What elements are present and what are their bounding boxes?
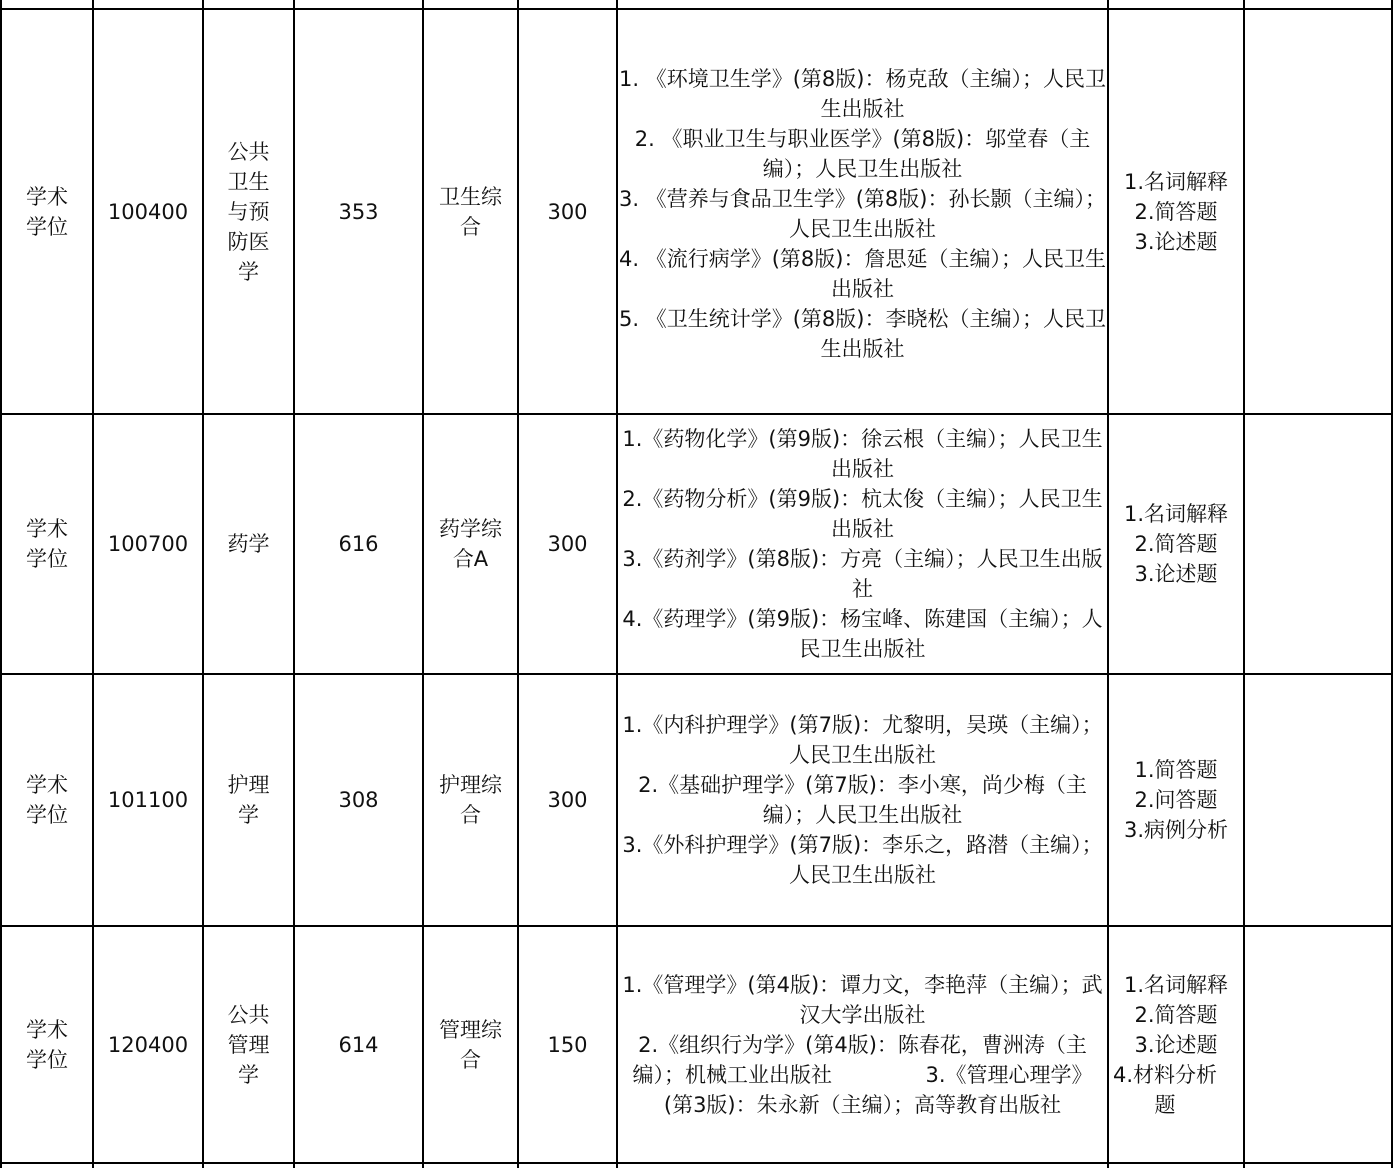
table-cell — [203, 1163, 294, 1168]
table-cell — [294, 1163, 423, 1168]
major-name: 公共卫生与预防医学 — [227, 139, 270, 284]
table-cell — [203, 0, 294, 9]
reference-books-cell — [617, 9, 1108, 414]
question-type: 1.名词解释 — [1123, 972, 1229, 997]
reference-book: 1.《药物化学》(第9版)：徐云根（主编）；人民卫生出版社 — [622, 427, 1103, 481]
table-cell — [423, 1163, 518, 1168]
reference-books-cell — [617, 674, 1108, 926]
table-cell — [617, 0, 1108, 9]
reference-book: 2.《基础护理学》(第7版)：李小寒，尚少梅（主编）；人民卫生出版社 — [638, 773, 1087, 827]
reference-book: 1.《管理学》(第4版)：谭力文，李艳萍（主编）；武汉大学出版社 — [622, 972, 1103, 1027]
question-types-cell — [1108, 674, 1244, 926]
table-cell — [423, 0, 518, 9]
reference-book: 3.《药剂学》(第8版)：方亮（主编）；人民卫生出版社 — [622, 547, 1103, 601]
question-types-cell — [1108, 9, 1244, 414]
table-row — [1, 674, 1392, 926]
table-row — [1, 414, 1392, 674]
remarks-cell — [1244, 414, 1392, 674]
table-cell — [1108, 0, 1244, 9]
table-cell — [294, 0, 423, 9]
degree-type: 学术学位 — [26, 184, 68, 239]
table-cell — [617, 1163, 1108, 1168]
major-name: 公共管理学 — [227, 1002, 270, 1087]
table-cell — [1244, 1163, 1392, 1168]
question-type: 2.简答题 — [1134, 1002, 1218, 1027]
question-type: 4.材料分析题 — [1112, 1062, 1218, 1117]
exam-code: 614 — [338, 1032, 379, 1057]
table-cell — [93, 1163, 203, 1168]
subject-code: 120400 — [107, 1032, 189, 1057]
major-name-cell — [203, 9, 294, 414]
table-cell — [1244, 0, 1392, 9]
exam-name-cell — [423, 926, 518, 1163]
reference-books-cell — [617, 926, 1108, 1163]
question-type: 1.名词解释 — [1123, 169, 1229, 194]
major-name-cell — [203, 674, 294, 926]
exam-code: 308 — [338, 788, 379, 812]
question-type: 2.简答题 — [1134, 532, 1218, 556]
degree-type-cell — [1, 926, 93, 1163]
table-row — [1, 9, 1392, 414]
exam-code: 353 — [338, 199, 379, 224]
table-row-next — [1, 1163, 1392, 1168]
reference-book: 4. 《流行病学》(第8版)：詹思延（主编）；人民卫生出版社 — [619, 246, 1106, 301]
remarks-cell — [1244, 9, 1392, 414]
table-cell — [1, 1163, 93, 1168]
full-score-cell — [518, 9, 617, 414]
subject-code: 100400 — [107, 199, 189, 224]
reference-book: 1. 《环境卫生学》(第8版)：杨克敌（主编）；人民卫生出版社 — [619, 66, 1106, 121]
degree-type: 学术学位 — [26, 773, 68, 827]
major-name-cell — [203, 926, 294, 1163]
degree-type: 学术学位 — [26, 517, 68, 571]
reference-book: 2.《组织行为学》(第4版)：陈春花，曹洲涛（主编）；机械工业出版社 3.《管理心理学》(第3版)：朱永新（主编）；高等教育出版社 — [632, 1032, 1093, 1117]
degree-type: 学术学位 — [26, 1017, 68, 1072]
major-name: 护理学 — [227, 773, 270, 827]
exam-name: 卫生综合 — [439, 184, 502, 239]
exam-code-cell — [294, 926, 423, 1163]
table-cell — [1, 0, 93, 9]
question-type: 1.简答题 — [1134, 758, 1218, 782]
full-score: 300 — [547, 788, 588, 812]
full-score: 150 — [547, 1032, 588, 1057]
question-type: 2.简答题 — [1134, 199, 1218, 224]
exam-name: 管理综合 — [439, 1017, 502, 1072]
table-row — [1, 926, 1392, 1163]
reference-book: 2. 《职业卫生与职业医学》(第8版)：邬堂春（主编）；人民卫生出版社 — [634, 126, 1091, 181]
reference-book: 4.《药理学》(第9版)：杨宝峰、陈建国（主编）；人民卫生出版社 — [622, 607, 1103, 661]
reference-books-cell — [617, 414, 1108, 674]
remarks-cell — [1244, 674, 1392, 926]
question-type: 3.论述题 — [1134, 1032, 1218, 1057]
degree-type-cell — [1, 414, 93, 674]
subject-code-cell — [93, 674, 203, 926]
reference-book: 2.《药物分析》(第9版)：杭太俊（主编）；人民卫生出版社 — [622, 487, 1103, 541]
table-cell — [1108, 1163, 1244, 1168]
reference-book: 3.《外科护理学》(第7版)：李乐之，路潜（主编）；人民卫生出版社 — [622, 833, 1103, 887]
question-types-cell — [1108, 414, 1244, 674]
remarks-cell — [1244, 926, 1392, 1163]
major-name-cell — [203, 414, 294, 674]
degree-type-cell — [1, 9, 93, 414]
full-score-cell — [518, 414, 617, 674]
question-type: 3.论述题 — [1134, 562, 1218, 586]
major-name: 药学 — [227, 532, 270, 556]
exam-code: 616 — [338, 532, 379, 556]
exam-name-cell — [423, 414, 518, 674]
exam-name: 药学综合A — [439, 517, 502, 571]
reference-book: 5. 《卫生统计学》(第8版)：李晓松（主编）；人民卫生出版社 — [619, 306, 1106, 361]
subject-code: 100700 — [107, 532, 189, 556]
exam-name-cell — [423, 9, 518, 414]
exam-name-cell — [423, 674, 518, 926]
subject-code-cell — [93, 414, 203, 674]
question-type: 1.名词解释 — [1123, 502, 1229, 526]
question-type: 3.病例分析 — [1123, 818, 1229, 842]
table-cell — [518, 0, 617, 9]
table-row-previous — [1, 0, 1392, 9]
full-score: 300 — [547, 532, 588, 556]
reference-book: 3. 《营养与食品卫生学》(第8版)：孙长颢（主编）；人民卫生出版社 — [619, 186, 1106, 241]
exam-code-cell — [294, 674, 423, 926]
full-score: 300 — [547, 199, 588, 224]
full-score-cell — [518, 674, 617, 926]
subject-code: 101100 — [107, 788, 189, 812]
table-cell — [93, 0, 203, 9]
full-score-cell — [518, 926, 617, 1163]
degree-type-cell — [1, 674, 93, 926]
exam-code-cell — [294, 414, 423, 674]
exam-code-cell — [294, 9, 423, 414]
exam-name: 护理综合 — [439, 773, 502, 827]
question-types-cell — [1108, 926, 1244, 1163]
subject-code-cell — [93, 926, 203, 1163]
reference-book: 1.《内科护理学》(第7版)：尤黎明，吴瑛（主编）；人民卫生出版社 — [622, 713, 1103, 767]
question-type: 2.问答题 — [1134, 788, 1218, 812]
table-cell — [518, 1163, 617, 1168]
question-type: 3.论述题 — [1134, 229, 1218, 254]
subject-code-cell — [93, 9, 203, 414]
